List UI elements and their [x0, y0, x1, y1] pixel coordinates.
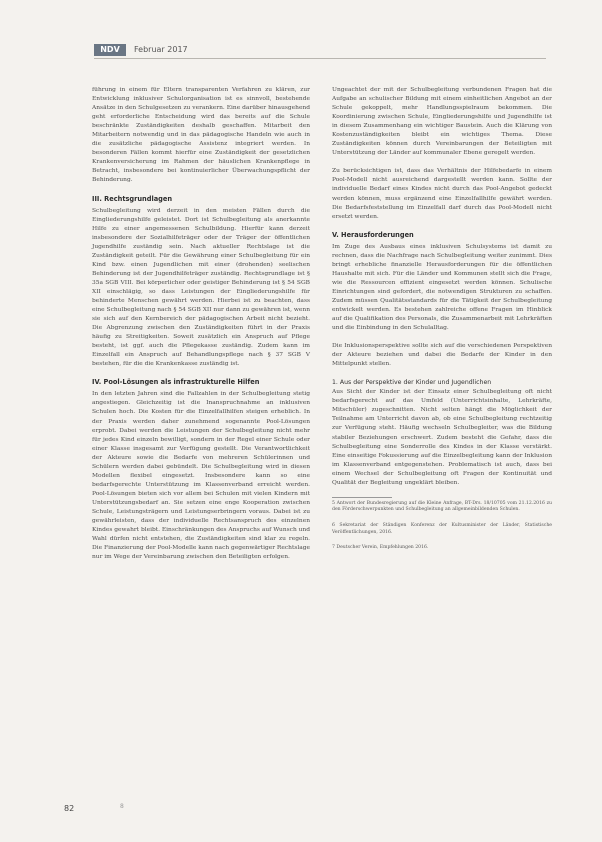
issue-date: Februar 2017 [134, 45, 188, 54]
page-header [68, 44, 546, 58]
page-number: 82 [64, 804, 75, 813]
margin-mark: 8 [120, 803, 124, 810]
subsection-heading: 1. Aus der Perspektive der Kinder und Jugendlichen [332, 379, 492, 387]
journal-logo: NDV [94, 44, 126, 56]
paragraph: Im Zuge des Ausbaus eines inklusiven Schulsystems ist damit zu rechnen, dass die Nachfrage nach Schulbegleitung weiter zunimmt. Dies bringt erhebliche finanzielle Herausforderungen für die öffentlichen Haushalte mit sich. Für die Länder und Kommunen stellt sich die Frage, wie die Ressourcen effizient eingesetzt werden können. Schulische Einrichtungen sind gefordert, die notwendigen Strukturen zu schaffen. Zudem müssen Qualitätsstandards für die Tätigkeit der Schulbegleitung entwickelt werden. Es bestehen zahlreiche offene Fragen im Hinblick auf die Qualifikation des Personals, die Zusammenarbeit mit Lehrkräften und die Einbindung in den Schulalltag. [332, 243, 552, 332]
header-rule [94, 58, 546, 59]
paragraph: Die Inklusionsperspektive sollte sich auf die verschiedenen Perspektiven der Akteure beziehen und dabei die Bedarfe der Kinder in den Mittelpunkt stellen. [332, 343, 552, 368]
paragraph: Schulbegleitung wird derzeit in den meisten Fällen durch die Eingliederungshilfe geleistet. Dort ist Schulbegleitung als anerkannte Hilfe zu einer angemessenen Schulbildung. Hierfür kann derzeit insbesondere der Sozialhilfeträger oder der Träger der öffentlichen Jugendhilfe zuständig sein. Nach aktueller Rechtslage ist die Zuständigkeit geteilt. Für die Gewährung einer Schulbegleitung für ein Kind bzw. einen Jugendlichen mit einer (drohenden) seelischen Behinderung ist der Jugendhilfeträger zuständig. Rechtsgrundlage ist § 35a SGB VIII. Bei körperlicher oder geistiger Behinderung ist § 54 SGB XII einschlägig, so dass Leistungen der Eingliederungshilfe für behinderte Menschen gewährt werden. Hierbei ist zu beachten, dass eine Schulbegleitung nach § 54 SGB XII nur dann zu gewähren ist, wenn sie sich auf den Kernbereich der pädagogischen Arbeit nicht bezieht. Die Abgrenzung zwischen den Zuständigkeiten führt in der Praxis häufig zu Streitigkeiten. Soweit zusätzlich ein Anspruch auf Pflege besteht, ist ggf. auch die Pflegekasse zuständig. Zudem kann im Einzelfall ein Anspruch auf Behandlungspflege nach § 37 SGB V bestehen, für die die Krankenkasse zuständig ist. [92, 207, 310, 368]
footnote-separator [332, 497, 392, 498]
paragraph: führung in einem für Eltern transparenten Verfahren zu klären, zur Entwicklung inklusiver Schulorganisation ist es sinnvoll, bestehende Ansätze in den Schulgesetzen zu verankern. Eine darüber hinausgehend geht erforderliche Entscheidung wird das bereits auf die Schule beschränkte Zuständigkeiten deshalb geschaffen. Mitarbeit den Mitarbeitern notwendig und in das pädagogische Handeln wie auch in die zusätzliche pädagogische Assistenz integriert werden. In besonderen Fällen kommt hierfür eine Zuständigkeit der gesetzlichen Krankenversicherung im Rahmen der häuslichen Krankenpflege in Betracht, insbesondere bei kontinuierlicher Überwachungspflicht der Behinderung. [92, 87, 310, 184]
right-column [332, 86, 552, 561]
section-heading-iii: III. Rechtsgrundlagen [92, 194, 173, 203]
paragraph: Aus Sicht der Kinder ist der Einsatz einer Schulbegleitung oft nicht bedarfsgerecht auf das Umfeld (Unterrichtsinhalte, Lehrkräfte, Mitschüler) zugeschnitten. Nicht selten hängt die Möglichkeit der Teilnahme am Unterricht davon ab, ob eine Schulbegleitung rechtzeitig zur Verfügung steht. Häufig wechseln Schulbegleiter, was die Bildung stabiler Beziehungen erschwert. Zudem besteht die Gefahr, dass die Schulbegleitung eine Sonderrolle des Kindes in der Klasse verstärkt. Eine einseitige Fokussierung auf die Einzelbegleitung kann der Inklusion im Klassenverband entgegenstehen. Problematisch ist auch, dass bei einem Wechsel der Schulbegleitung oft Fragen der Kontinuität und Qualität der Begleitung ungeklärt bleiben. [332, 389, 552, 486]
section-heading-v: V. Herausforderungen [332, 230, 414, 239]
left-column [92, 86, 310, 571]
paragraph: In den letzten Jahren sind die Fallzahlen in der Schulbegleitung stetig angestiegen. Gleichzeitig ist die Inanspruchnahme an inklusiven Schulen hoch. Die Kosten für die Einzelfallhilfen steigen erheblich. In der Praxis werden daher zunehmend sogenannte Pool-Lösungen erprobt. Dabei werden die Leistungen der Schulbegleitung nicht mehr für jedes Kind einzeln bewilligt, sondern in der Regel einer Schule oder einer Klasse insgesamt zur Verfügung gestellt. Die Verantwortlichkeit der Akteure sowie die Bedarfe von mehreren Schülerinnen und Schülern werden dabei gebündelt. Die Schulbegleitung wird in diesen Modellen flexibel eingesetzt. Insbesondere kann so eine bedarfsgerechte Unterstützung im Klassenverband erreicht werden. Pool-Lösungen bieten sich vor allem bei Schulen mit vielen Kindern mit Unterstützungsbedarf an. Sie setzen eine enge Kooperation zwischen Schule, Leistungsträgern und Leistungserbringern voraus. Dabei ist zu gewährleisten, dass der individuelle Rechtsanspruch des einzelnen Kindes gewahrt bleibt. Einschränkungen des Anspruchs auf Wunsch und Wahl dürfen nicht entstehen, die Zuständigkeiten sind klar zu regeln. Die Finanzierung der Pool-Modelle kann nach gegenwärtiger Rechtslage nur im Wege der Vereinbarung zwischen den Beteiligten erfolgen. [92, 391, 310, 561]
paragraph: Zu berücksichtigen ist, dass das Verhältnis der Hilfebedarfe in einem Pool-Modell nicht ausreichend dargestellt werden kann. Sollte der individuelle Bedarf eines Kindes nicht durch das Pool-Angebot gedeckt werden können, muss ergänzend eine Einzelfallhilfe gewährt werden. Die Bedarfsfeststellung im Einzelfall darf durch das Pool-Modell nicht ersetzt werden. [332, 168, 552, 220]
section-heading-iv: IV. Pool-Lösungen als infrastrukturelle Hilfen [92, 378, 260, 387]
footnote: 5 Antwort der Bundesregierung auf die Kleine Anfrage, BT-Drs. 18/10705 vom 21.12.2016 zu den Förderschwerpunkten und Schulbegleitung an allgemeinbildenden Schulen. [332, 500, 552, 513]
footnote: 7 Deutscher Verein, Empfehlungen 2016. [332, 545, 429, 551]
paragraph: Ungeachtet der mit der Schulbegleitung verbundenen Fragen hat die Aufgabe an schulischer Bildung mit einem einheitlichen Angebot an der Schule gekoppelt, mehr Handlungsspielraum bekommen. Die Koordinierung zwischen Schule, Eingliederungshilfe und Jugendhilfe ist in diesem Zusammenhang ein wichtiger Baustein. Auch die Klärung von Kostenzuständigkeiten bleibt ein wichtiges Thema. Diese Zuständigkeiten können durch Vereinbarungen der Beteiligten mit Unterstützung der Länder auf kommunaler Ebene geregelt werden. [332, 87, 552, 157]
footnote: 6 Sekretariat der Ständigen Konferenz der Kultusminister der Länder, Statistische Veröffentlichungen, 2016. [332, 522, 552, 535]
